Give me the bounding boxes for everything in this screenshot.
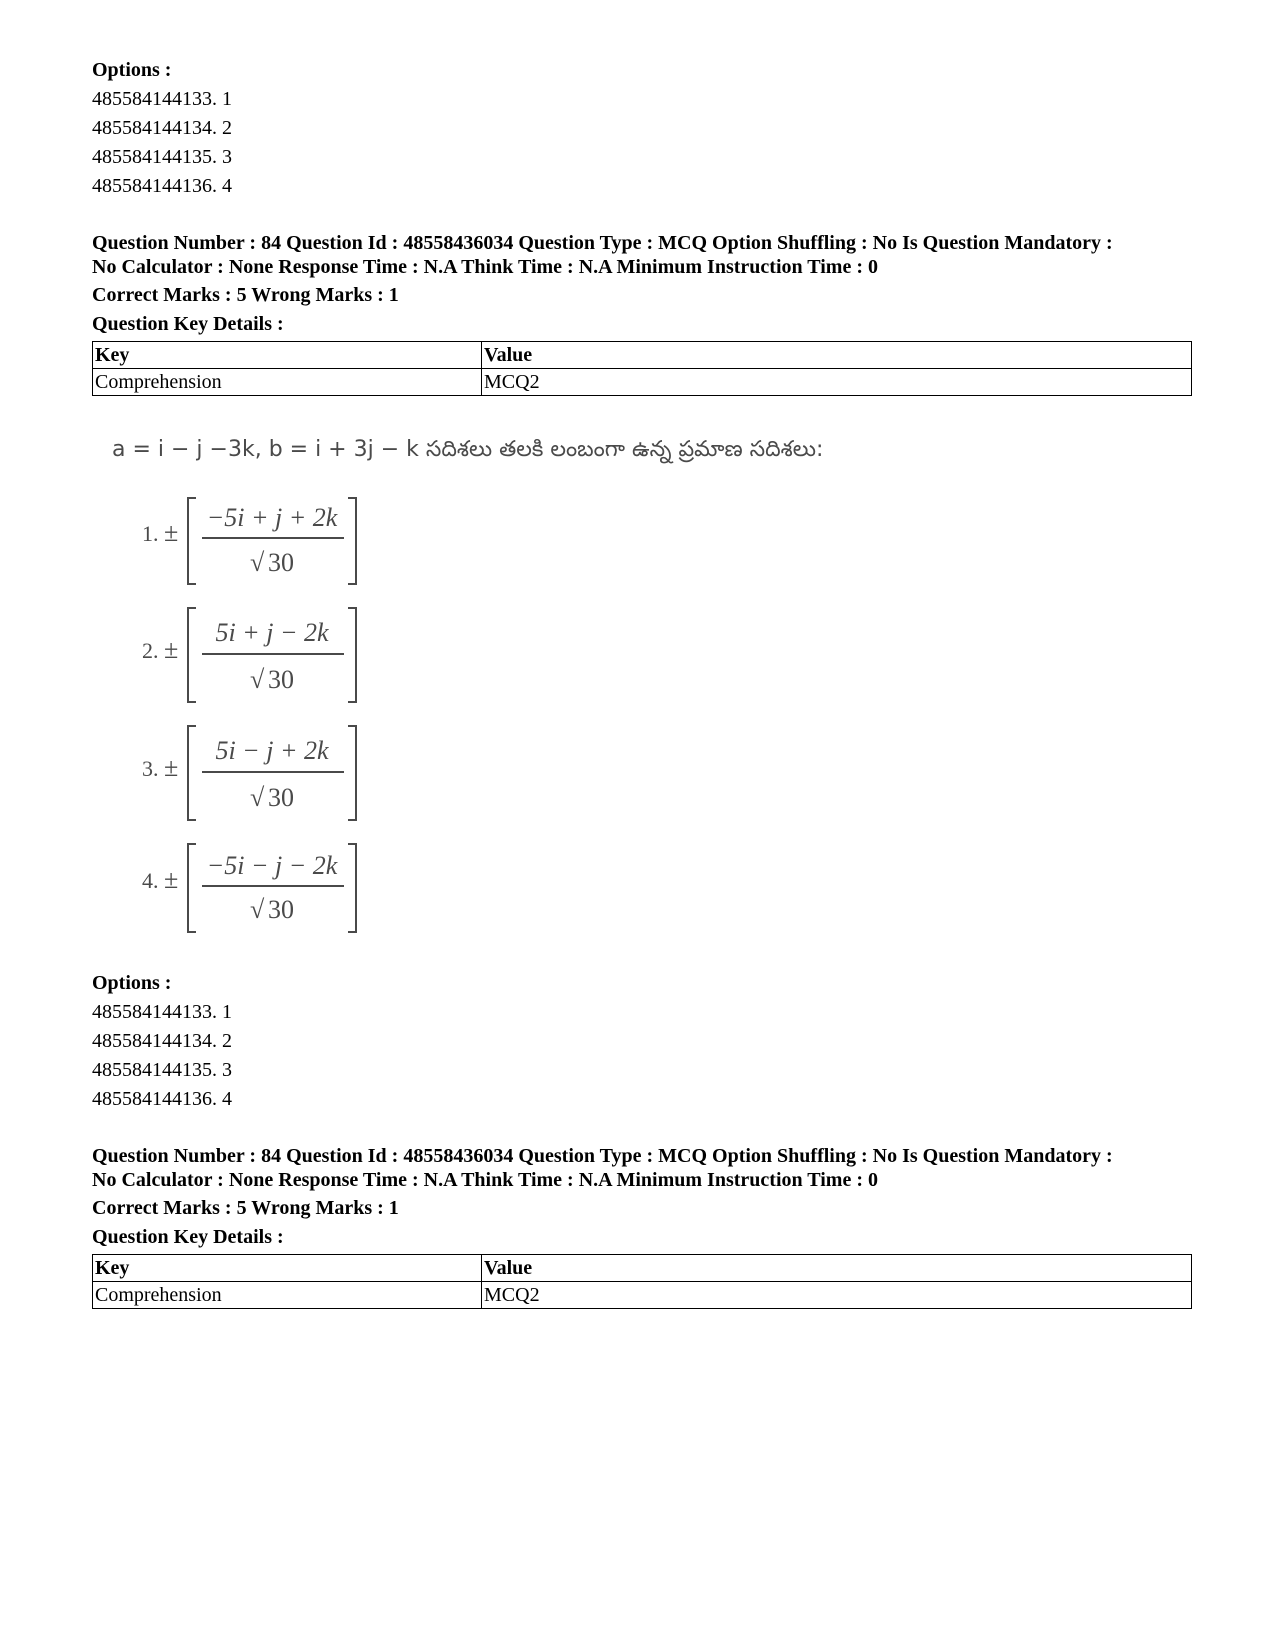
plus-minus-icon: ±: [164, 865, 179, 894]
right-bracket: [348, 726, 356, 820]
choice-3: [142, 726, 356, 820]
choice-number: 3.: [142, 756, 159, 781]
choice-denominator: 30: [268, 665, 294, 694]
table-header-row: [93, 342, 1192, 369]
sqrt-icon: √: [250, 783, 265, 812]
question-image-svg: [92, 426, 892, 951]
choice-denominator: 30: [268, 783, 294, 812]
left-bracket: [188, 844, 196, 932]
left-bracket: [188, 498, 196, 584]
question-key-table: [92, 341, 1192, 396]
table-cell-value: MCQ2: [482, 1282, 1192, 1309]
question-marks: Correct Marks : 5 Wrong Marks : 1: [92, 1197, 399, 1219]
options-block: [92, 56, 1192, 201]
table-row: [93, 369, 1192, 396]
choice-number: 2.: [142, 638, 159, 663]
question-block: [92, 1144, 1192, 1309]
table-cell-value: MCQ2: [482, 369, 1192, 396]
question-header-line-2: No Calculator : None Response Time : N.A Think Time : N.A Minimum Instruction Time : 0: [92, 256, 878, 278]
option-item: 485584144135. 3: [92, 146, 232, 168]
left-bracket: [188, 726, 196, 820]
options-label: Options :: [92, 972, 172, 994]
table-cell-key: Comprehension: [93, 369, 482, 396]
question-header-line-2: No Calculator : None Response Time : N.A Think Time : N.A Minimum Instruction Time : 0: [92, 1169, 878, 1191]
option-item: 485584144135. 3: [92, 1059, 232, 1081]
plus-minus-icon: ±: [164, 518, 179, 547]
table-cell-key: Comprehension: [93, 1282, 482, 1309]
sqrt-icon: √: [250, 548, 265, 577]
table-row: [93, 1282, 1192, 1309]
option-item: 485584144136. 4: [92, 175, 232, 197]
question-header-line-1: Question Number : 84 Question Id : 48558436034 Question Type : MCQ Option Shuffling : No Is Question Mandatory :: [92, 232, 1113, 254]
choice-numerator: 5i − j + 2k: [215, 736, 329, 765]
choice-denominator: 30: [268, 548, 294, 577]
option-item: 485584144133. 1: [92, 1001, 232, 1023]
left-bracket: [188, 608, 196, 702]
option-item: 485584144134. 2: [92, 1030, 232, 1052]
choice-denominator: 30: [268, 895, 294, 924]
option-item: 485584144134. 2: [92, 117, 232, 139]
table-header-value: Value: [482, 342, 1192, 369]
choice-numerator: −5i + j + 2k: [206, 503, 338, 532]
choice-4: [142, 844, 356, 932]
question-block: [92, 231, 1192, 1114]
option-item: 485584144136. 4: [92, 1088, 232, 1110]
plus-minus-icon: ±: [164, 753, 179, 782]
sqrt-icon: √: [250, 665, 265, 694]
right-bracket: [348, 608, 356, 702]
question-key-details-label: Question Key Details :: [92, 313, 284, 335]
question-image: [92, 426, 892, 951]
choice-numerator: −5i − j − 2k: [206, 851, 338, 880]
document-page: [92, 56, 1192, 1309]
table-header-row: [93, 1255, 1192, 1282]
question-key-table: [92, 1254, 1192, 1309]
right-bracket: [348, 498, 356, 584]
choice-number: 1.: [142, 521, 159, 546]
options-block: [92, 969, 1192, 1114]
question-key-details-label: Question Key Details :: [92, 1226, 284, 1248]
right-bracket: [348, 844, 356, 932]
table-header-key: Key: [93, 1255, 482, 1282]
question-marks: Correct Marks : 5 Wrong Marks : 1: [92, 284, 399, 306]
option-item: 485584144133. 1: [92, 88, 232, 110]
options-label: Options :: [92, 59, 172, 81]
question-header-line-1: Question Number : 84 Question Id : 48558436034 Question Type : MCQ Option Shuffling : No Is Question Mandatory :: [92, 1145, 1113, 1167]
plus-minus-icon: ±: [164, 635, 179, 664]
choice-2: [142, 608, 356, 702]
choice-numerator: 5i + j − 2k: [215, 618, 329, 647]
question-stem: a = i − j −3k, b = i + 3j − k సదిశలు తలకి లంబంగా ఉన్న ప్రమాణ సదిశలు:: [112, 437, 824, 462]
choice-number: 4.: [142, 868, 159, 893]
table-header-key: Key: [93, 342, 482, 369]
choice-1: [142, 498, 356, 584]
sqrt-icon: √: [250, 895, 265, 924]
table-header-value: Value: [482, 1255, 1192, 1282]
